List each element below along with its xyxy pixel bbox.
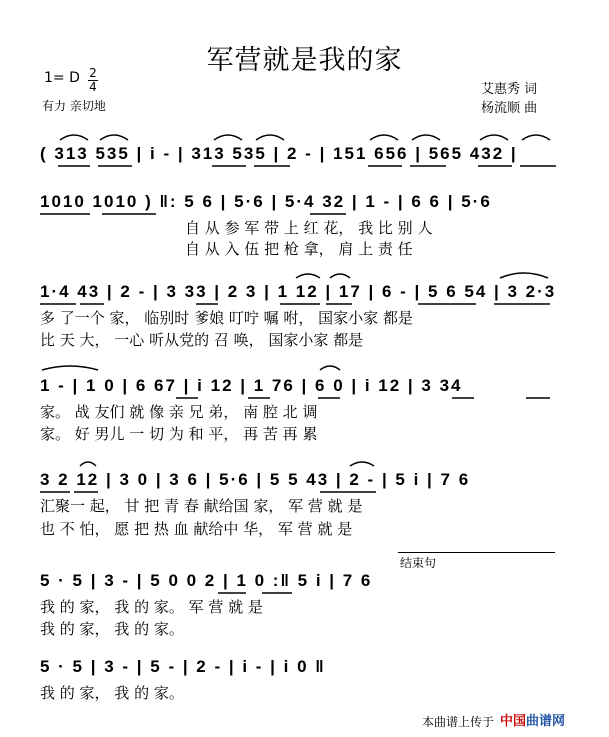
time-sig-denominator: 4 [89, 80, 97, 94]
score-row-3-notes: 1·4 43 | 2 - | 3 33 | 2 3 | 1 12 | 17 | 6 - | 5 6 54 | 3 2·3 [40, 282, 557, 301]
score-row-6-lyric-1: 我 的 家， 我 的 家。 军 营 就 是 [40, 598, 263, 616]
score-row-1-notes: ( 313 535 | i - | 313 535 | 2 - | 151 656 | 565 432 | [40, 144, 518, 163]
score-row-6-lyric-2: 我 的 家， 我 的 家。 [40, 620, 184, 638]
site-logo [500, 710, 565, 729]
score-row-2-lyric-2: 自 从 入 伍 把 枪 拿， 肩 上 责 任 [185, 240, 413, 258]
score-row-5-lyric-2: 也 不 怕， 愿 把 热 血 献给中 华， 军 营 就 是 [40, 520, 353, 538]
key-signature: 1= D [44, 70, 80, 86]
footer-upload-note: 本曲谱上传于 [422, 715, 495, 729]
score-row-5-notes: 3 2 12 | 3 0 | 3 6 | 5·6 | 5 5 43 | 2 - | 5 i | 7 6 [40, 470, 471, 489]
lyricist-credit: 艾惠秀 词 [481, 82, 538, 97]
score-row-2-lyric-1: 自 从 参 军 带 上 红 花， 我 比 别 人 [185, 219, 433, 237]
score-row-4-lyric-1: 家。 战 友们 就 像 亲 兄 弟， 南 腔 北 调 [40, 403, 318, 421]
score-row-4-lyric-2: 家。 好 男儿 一 切 为 和 平， 再 苦 再 累 [40, 425, 318, 443]
composer-credit: 杨流顺 曲 [481, 101, 538, 116]
score-row-7-notes: 5 · 5 | 3 - | 5 - | 2 - | i - | i 0 ‖ [40, 657, 326, 676]
logo-part-2: 曲谱网 [526, 714, 566, 729]
time-sig-numerator: 2 [89, 66, 97, 80]
score-row-6-notes: 5 · 5 | 3 - | 5 0 0 2 | 1 0 :‖ 5 i | 7 6 [40, 571, 373, 590]
score-row-5-lyric-1: 汇聚一 起， 甘 把 青 春 献给国 家， 军 营 就 是 [40, 497, 363, 515]
logo-part-1: 中国 [500, 714, 527, 729]
page-title: 军营就是我的家 [206, 45, 403, 76]
score-row-3-lyric-2: 比 天 大， 一心 听从党的 召 唤， 国家小家 都是 [40, 331, 364, 349]
score-row-3-lyric-1: 多 了一个 家， 临别时 爹娘 叮咛 嘱 咐， 国家小家 都是 [40, 309, 413, 327]
score-row-4-notes: 1 - | 1 0 | 6 67 | i 12 | 1 76 | 6 0 | i 12 | 3 34 [40, 376, 463, 395]
tempo-marking: 有力 亲切地 [42, 99, 106, 113]
score-row-2-notes: 1010 1010 ) ‖: 5 6 | 5·6 | 5·4 32 | 1 - | 6 6 | 5·6 [40, 192, 492, 211]
ending-label: 结束句 [400, 556, 437, 570]
score-row-7-lyric-1: 我 的 家， 我 的 家。 [40, 684, 184, 702]
